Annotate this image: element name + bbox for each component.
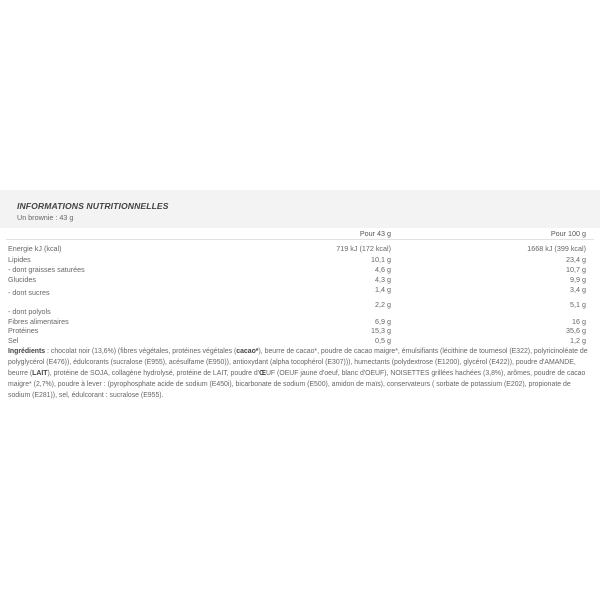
row-value-per-100g: 1,2 g — [570, 336, 586, 345]
row-label: - dont graisses saturées — [8, 265, 85, 274]
row-value-per-serving: 2,2 g — [375, 300, 391, 309]
row-label: - dont polyols — [8, 307, 51, 316]
table-row — [0, 275, 600, 285]
ingredients-allergen: cacao* — [236, 348, 259, 355]
row-value-per-serving: 719 kJ (172 kcal) — [336, 244, 391, 253]
table-row — [0, 285, 600, 295]
ingredients-text — [8, 346, 588, 401]
row-value-per-serving: 0,5 g — [375, 336, 391, 345]
ingredients-part: UF (OEUF jaune d'oeuf, blanc d'OEUF), NOISETTES grillées hachées (3,8%), arômes, poudre de cacao maigre* (2,7%), poudre à lever : (pyrophosphate acide de sodium (E450i), bicarbonate de sodium (E500), amidon de maïs), conservateurs ( sorbate de potassium (E202), propionate de sodium (E281)), sel, édulcorant : sucralose (E955). — [8, 370, 586, 400]
row-value-per-100g: 3,4 g — [570, 285, 586, 294]
column-header-per-serving: Pour 43 g — [359, 229, 391, 238]
row-value-per-serving: 10,1 g — [371, 255, 391, 264]
row-value-per-100g: 10,7 g — [566, 265, 586, 274]
ingredients-allergen: Œ — [259, 370, 266, 378]
table-row — [0, 326, 600, 336]
serving-size: Un brownie : 43 g — [17, 213, 74, 222]
ingredients-part: : chocolat noir (13,6%) (fibres végétales, protéines végétales ( — [45, 348, 237, 355]
row-label: Protéines — [8, 326, 39, 335]
row-label: Energie kJ (kcal) — [8, 244, 62, 253]
ingredients-allergen: LAIT — [32, 370, 48, 378]
row-value-per-serving: 4,6 g — [375, 265, 391, 274]
table-row — [0, 255, 600, 265]
ingredients-part: ), protéine de SOJA, collagène hydrolysé, protéine de LAIT, poudre d' — [47, 370, 260, 378]
column-header-per-100g: Pour 100 g — [550, 229, 586, 238]
row-value-per-100g: 1668 kJ (399 kcal) — [527, 244, 586, 253]
table-row — [0, 336, 600, 346]
table-row — [0, 300, 600, 316]
nutrition-title: INFORMATIONS NUTRITIONNELLES — [17, 201, 169, 211]
row-value-per-100g: 16 g — [572, 317, 586, 326]
table-row — [0, 244, 600, 254]
row-value-per-100g: 35,6 g — [566, 326, 586, 335]
row-label: Fibres alimentaires — [8, 317, 69, 326]
ingredients-part: ), beurre de cacao*, poudre de cacao maigre*, émulsifiants (lécithine de tournesol (E322), polyricinoléate de polyglycérol (E476)), édulcorants (sucralose (E955), acésulfame (E950)), antioxydant (alpha tocophérol (E307))), humectants (polydextrose (E1200), glycérol (E422)), poudre d'AMANDE, beurre ( — [8, 348, 588, 378]
table-divider — [6, 239, 594, 240]
table-row — [0, 265, 600, 275]
row-value-per-100g: 9,9 g — [570, 275, 586, 284]
row-value-per-serving: 15,3 g — [371, 326, 391, 335]
row-value-per-serving: 1,4 g — [375, 285, 391, 294]
row-value-per-serving: 6,9 g — [375, 317, 391, 326]
row-label: Sel — [8, 336, 19, 345]
row-value-per-100g: 23,4 g — [566, 255, 586, 264]
row-label: Lipides — [8, 255, 31, 264]
row-value-per-serving: 4,3 g — [375, 275, 391, 284]
row-label: - dont sucres — [8, 288, 50, 297]
row-label: Glucides — [8, 275, 36, 284]
ingredients-heading: Ingrédients — [8, 348, 46, 355]
row-value-per-100g: 5,1 g — [570, 300, 586, 309]
